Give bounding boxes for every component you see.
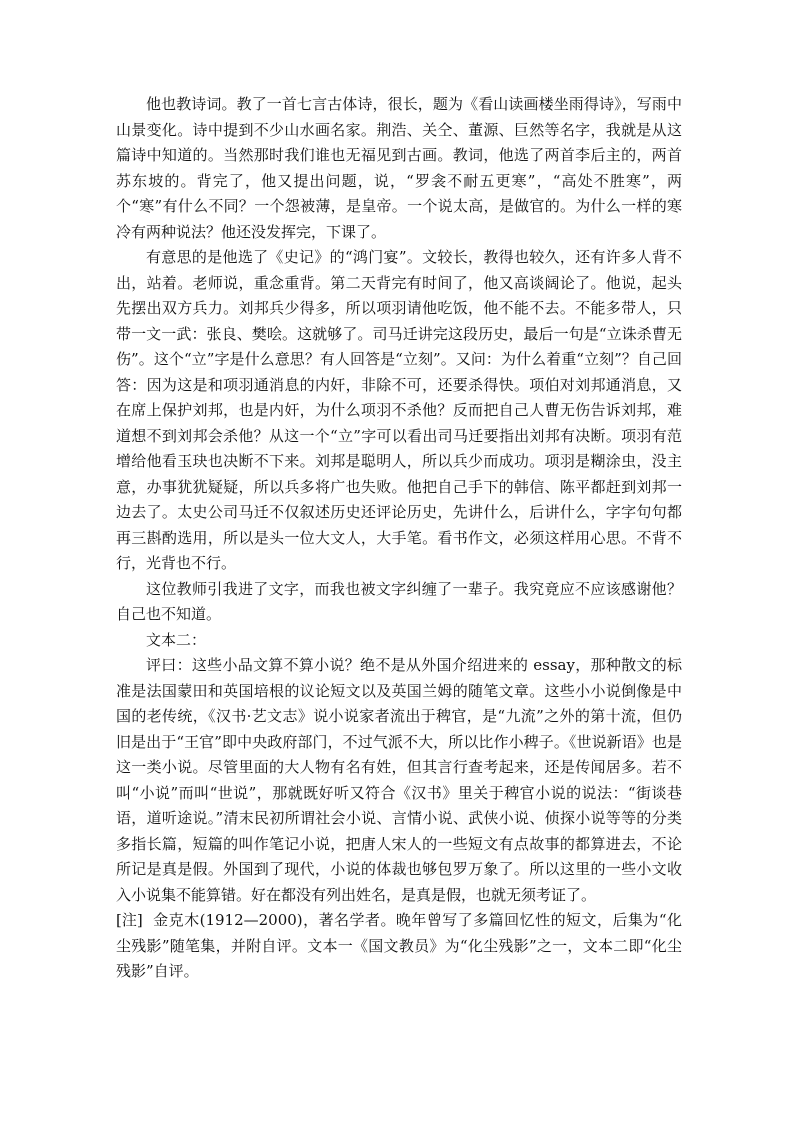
paragraph-reflection: 这位教师引我进了文字，而我也被文字纠缠了一辈子。我究竟应不应该感谢他？自己也不知道。 — [116, 579, 682, 623]
footnote-label: [注] — [116, 911, 143, 929]
paragraph-hongmen-banquet: 有意思的是他选了《史记》的“鸿门宴”。文较长，教得也较久，还有许多人背不出，站着。老师说，重念重背。第二天背完有时间了，他又高谈阔论了。他说，起头先摆出双方兵力。刘邦兵少得多，所以项羽请他吃饭，他不能不去。不能多带人，只带一文一武：张良、樊哙。这就够了。司马迁讲完这段历史，最后一句是“立诛杀曹无伤”。这个“立”字是什么意思？有人回答是“立刻”。又问：为什么着重“立刻”？自己回答：因为这是和项羽通消息的内奸，非除不可，还要杀得快。项伯对刘邦通消息，又在席上保护刘邦，也是内奸，为什么项羽不杀他？反而把自己人曹无伤告诉刘邦，难道想不到刘邦会杀他？从这一个“立”字可以看出司马迁要指出刘邦有决断。项羽有范增给他看玉玦也决断不下来。刘邦是聪明人，所以兵少而成功。项羽是糊涂虫，没主意，办事犹犹疑疑，所以兵多将广也失败。他把自己手下的韩信、陈平都赶到刘邦一边去了。太史公司马迁不仅叙述历史还评论历史，先讲什么，后讲什么，字字句句都再三斟酌选用，所以是头一位大文人，大手笔。看书作文，必须这样用心思。不背不行，光背也不行。 — [116, 248, 682, 572]
footnote-text: 金克木(1912—2000)，著名学者。晚年曾写了多篇回忆性的短文，后集为“化尘残影”随笔集，并附自评。文本一《国文教员》为“化尘残影”之一，文本二即“化尘残影”自评。 — [116, 911, 682, 980]
paragraph-self-commentary: 评曰：这些小品文算不算小说？绝不是从外国介绍进来的 essay，那种散文的标准是法国蒙田和英国培根的议论短文以及英国兰姆的随笔文章。这些小小说倒像是中国的老传统，《汉书·艺文志》说小说家者流出于稗官，是“九流”之外的第十流，但仍旧是出于“王官”即中央政府部门，不过气派不大，所以比作小稗子。《世说新语》也是这一类小说。尽管里面的大人物有名有姓，但其言行查考起来，还是传闻居多。若不叫“小说”而叫“世说”，那就既好听又符合《汉书》里关于稗官小说的说法：“街谈巷语，道听途说。”清末民初所谓社会小说、言情小说、武侠小说、侦探小说等等的分类多指长篇，短篇的叫作笔记小说，把唐人宋人的一些短文有点故事的都算进去，不论所记是真是假。外国到了现代，小说的体裁也够包罗万象了。所以这里的一些小文收入小说集不能算错。好在都没有列出姓名，是真是假，也就无须考证了。 — [116, 656, 682, 904]
paragraph-poetry-lesson: 他也教诗词。教了一首七言古体诗，很长，题为《看山读画楼坐雨得诗》，写雨中山景变化。诗中提到不少山水画名家。荆浩、关仝、董源、巨然等名字，我就是从这篇诗中知道的。当然那时我们谁也无福见到古画。教词，他选了两首李后主的，两首苏东坡的。背完了，他又提出问题，说，“罗衾不耐五更寒”，“高处不胜寒”，两个“寒”有什么不同？一个怨被薄，是皇帝。一个说太高，是做官的。为什么一样的寒冷有两种说法？他还没发挥完，下课了。 — [116, 95, 682, 241]
document-page — [116, 92, 682, 985]
footnote — [116, 908, 682, 985]
section-heading-text-two: 文本二： — [146, 630, 207, 649]
